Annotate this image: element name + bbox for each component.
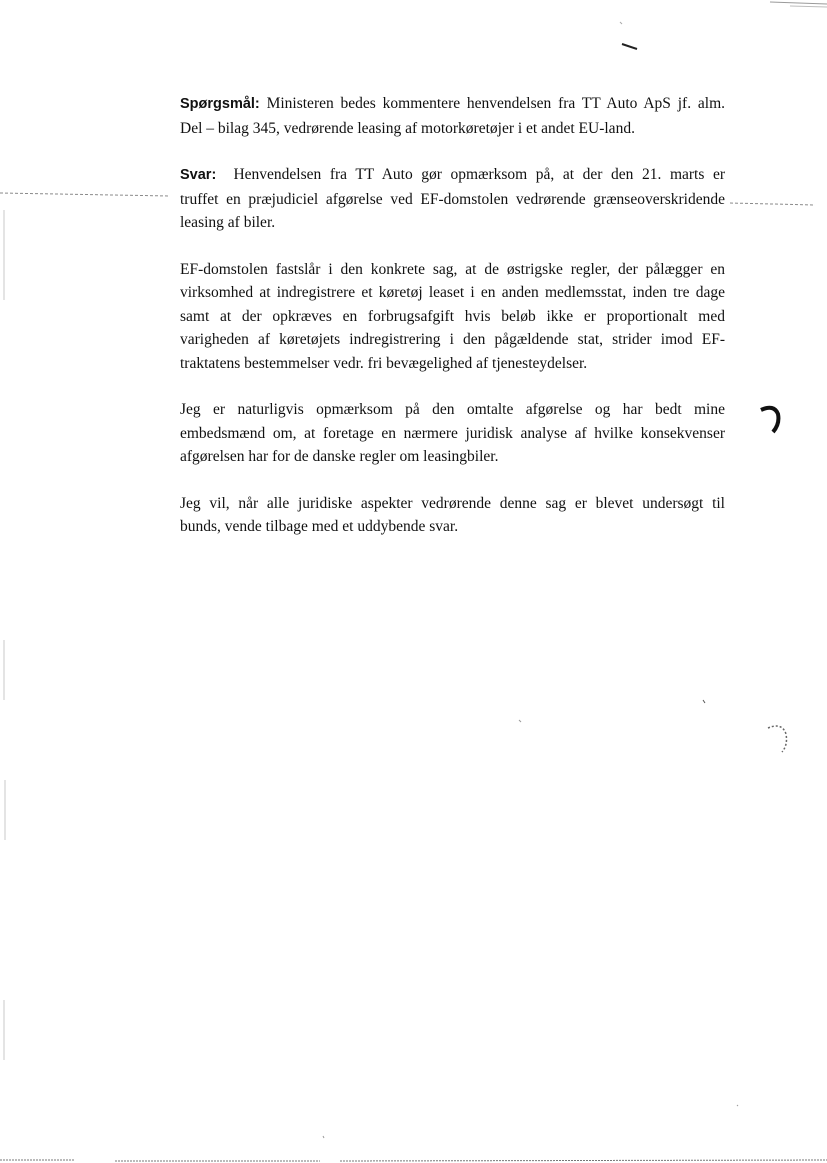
answer-label: Svar: <box>180 167 217 183</box>
answer-text-1: Henvendelsen fra TT Auto gør opmærksom på, at der den 21. marts er <box>233 166 726 183</box>
ruling-paragraph <box>180 258 725 376</box>
ruling-line-3: samt at der opkræves en forbrugsafgift hvis beløb ikke er proportionalt med <box>180 307 725 325</box>
ruling-line-5: traktatens bestemmelser vedr. fri bevægelighed af tjenesteydelser. <box>180 354 588 372</box>
closing-line-2: bunds, vende tilbage med et uddybende svar. <box>180 518 459 535</box>
question-text-1: Ministeren bedes kommentere henvendelsen fra TT Auto ApS jf. alm. <box>266 95 725 112</box>
answer-paragraph <box>180 163 725 235</box>
question-paragraph <box>180 92 725 140</box>
answer-line-3: leasing af biler. <box>180 214 276 231</box>
ruling-line-2: virksomhed at indregistrere et køretøj leaset i en anden medlemsstat, inden tre dage <box>180 284 725 301</box>
analysis-line-2: embedsmænd om, at foretage en nærmere juridisk analyse af hvilke konsekvenser <box>180 424 725 442</box>
question-line-2: Del – bilag 345, vedrørende leasing af motorkøretøjer i et andet EU-land. <box>180 119 635 137</box>
question-label: Spørgsmål: <box>180 96 260 112</box>
closing-line-1: Jeg vil, når alle juridiske aspekter vedrørende denne sag er blevet undersøgt til <box>180 494 725 512</box>
question-line-1 <box>180 92 725 117</box>
document-body <box>180 92 725 562</box>
answer-line-2: truffet en præjudiciel afgørelse ved EF-domstolen vedrørende grænseoverskridende <box>180 190 725 208</box>
closing-paragraph <box>180 492 725 539</box>
analysis-line-3: afgørelsen har for de danske regler om leasingbiler. <box>180 448 499 465</box>
analysis-paragraph <box>180 398 725 469</box>
ruling-line-1: EF-domstolen fastslår i den konkrete sag, at de østrigske regler, der pålægger en <box>180 260 725 278</box>
ruling-line-4: varigheden af køretøjets indregistrering i den pågældende stat, strider imod EF- <box>180 331 725 348</box>
analysis-line-1: Jeg er naturligvis opmærksom på den omtalte afgørelse og har bedt mine <box>180 401 725 418</box>
answer-line-1 <box>180 163 725 188</box>
